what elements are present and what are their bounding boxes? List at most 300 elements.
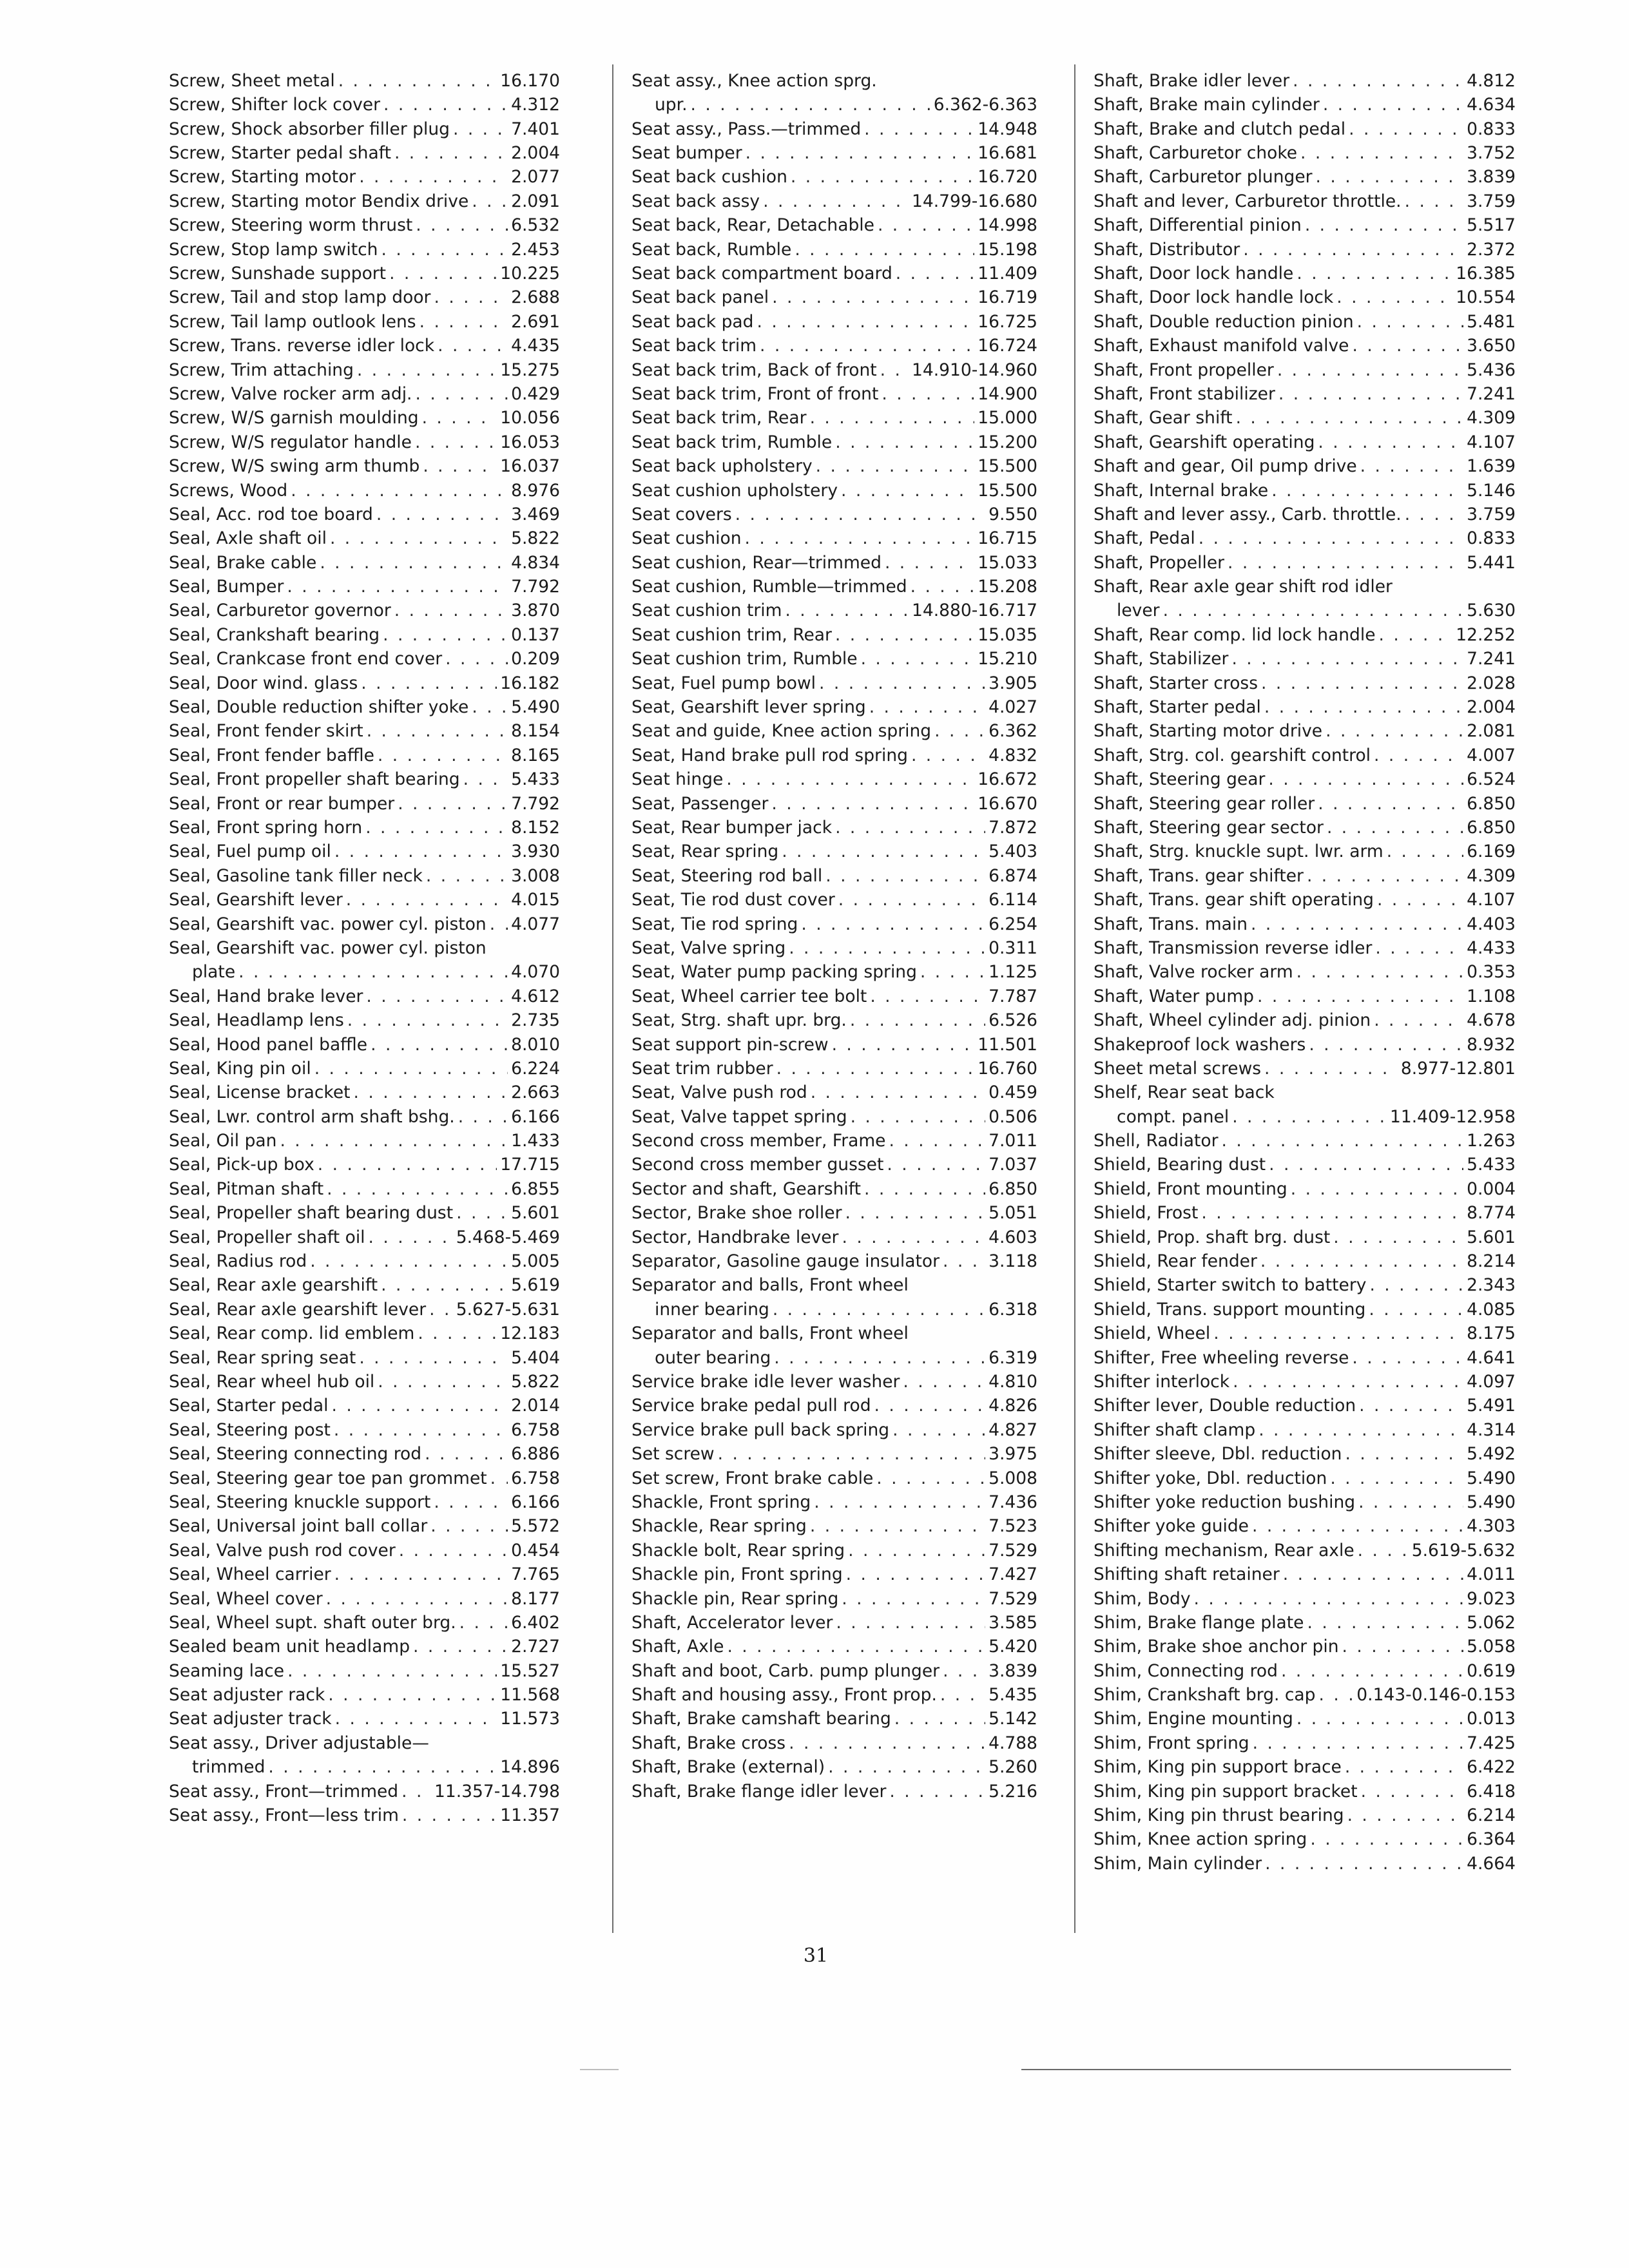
index-entry <box>1094 1030 1516 1053</box>
index-entry <box>631 1752 1037 1776</box>
dot-leader <box>828 1759 985 1776</box>
index-entry <box>631 355 1037 379</box>
dot-leader <box>1333 1229 1463 1247</box>
entry-name: inner bearing <box>655 1299 769 1320</box>
entry-part-number: 5.005 <box>511 1251 560 1272</box>
index-entry <box>1094 692 1516 716</box>
index-entry <box>1094 1174 1516 1198</box>
entry-name: Service brake idle lever washer <box>631 1371 900 1392</box>
entry-name: Shaft, Carburetor choke <box>1094 143 1298 164</box>
index-entry <box>169 1439 560 1463</box>
index-entry <box>169 1487 560 1511</box>
entry-part-number: 3.469 <box>511 504 560 524</box>
entry-part-number: 5.441 <box>1467 552 1516 573</box>
entry-part-number: 11.409-12.958 <box>1389 1106 1516 1127</box>
index-entry <box>631 210 1037 234</box>
entry-part-number: 8.010 <box>511 1034 560 1055</box>
entry-part-number: 2.372 <box>1467 239 1516 260</box>
index-entry <box>1094 523 1516 547</box>
index-entry <box>631 66 1037 90</box>
entry-name: Seal, Acc. rod toe board <box>169 504 373 524</box>
entry-name: Shield, Prop. shaft brg. dust <box>1094 1227 1331 1247</box>
entry-name: Seal, Gearshift vac. power cyl. piston <box>169 937 487 958</box>
entry-part-number: 14.896 <box>500 1757 560 1778</box>
index-entry <box>169 812 560 836</box>
dot-leader <box>1260 1253 1463 1271</box>
dot-leader <box>819 675 985 693</box>
index-entry <box>1094 355 1516 379</box>
entry-name: upr. <box>655 95 688 115</box>
entry-part-number: 10.056 <box>500 408 560 428</box>
entry-name: Seal, Crankcase front end cover <box>169 649 443 669</box>
index-entry <box>1094 476 1516 499</box>
index-entry <box>631 451 1037 475</box>
entry-part-number: 9.550 <box>988 504 1037 524</box>
dot-leader <box>1258 1422 1463 1439</box>
index-entry <box>169 1246 560 1270</box>
index-entry <box>631 1656 1037 1680</box>
entry-name: Seat assy., Driver adjustable— <box>169 1733 429 1753</box>
index-entry <box>1094 572 1516 595</box>
entry-name: Seal, Starter pedal <box>169 1396 329 1416</box>
entry-name: Shifter sleeve, Dbl. reduction <box>1094 1444 1342 1465</box>
index-entry <box>169 114 560 138</box>
entry-name: Screw, Starting motor <box>169 167 356 187</box>
index-entry <box>169 427 560 451</box>
dot-leader <box>791 169 974 186</box>
entry-part-number: 4.097 <box>1467 1371 1516 1392</box>
entry-part-number: 5.420 <box>988 1637 1037 1657</box>
dot-leader <box>835 434 974 452</box>
dot-leader <box>745 530 975 548</box>
entry-name: Seat assy., Front—less trim <box>169 1805 399 1826</box>
dot-leader <box>458 1109 508 1126</box>
index-entry <box>169 837 560 861</box>
dot-leader <box>889 1783 985 1801</box>
dot-leader <box>419 314 508 331</box>
entry-name: Screw, Tail lamp outlook lens <box>169 311 416 332</box>
dot-leader <box>453 121 508 139</box>
dot-leader <box>365 820 508 837</box>
dot-leader <box>310 1253 508 1271</box>
dot-leader <box>1405 506 1463 524</box>
dot-leader <box>810 1518 985 1535</box>
dot-leader <box>889 1133 985 1150</box>
dot-leader <box>335 1711 497 1728</box>
index-entry <box>169 1608 560 1631</box>
entry-part-number: 5.601 <box>1467 1227 1516 1247</box>
dot-leader <box>359 169 508 186</box>
entry-part-number: 6.526 <box>988 1010 1037 1031</box>
index-entry <box>631 307 1037 331</box>
entry-name: Shaft, Distributor <box>1094 239 1240 260</box>
dot-leader <box>842 1229 985 1247</box>
index-column-2 <box>631 66 1037 1800</box>
entry-part-number: 5.481 <box>1467 311 1516 332</box>
entry-name: Seal, Rear axle gearshift lever <box>169 1299 427 1320</box>
index-entry <box>631 764 1037 788</box>
dot-leader <box>1296 1711 1463 1728</box>
dot-leader <box>280 1133 508 1150</box>
entry-name: Seal, Double reduction shifter yoke <box>169 697 469 718</box>
dot-leader <box>1316 169 1464 186</box>
entry-part-number: 5.062 <box>1467 1612 1516 1633</box>
index-entry <box>169 1656 560 1680</box>
entry-name: Screw, Starting motor Bendix drive <box>169 191 469 211</box>
entry-name: Shaft, Water pump <box>1094 986 1254 1006</box>
dot-leader <box>1296 964 1463 981</box>
entry-part-number: 0.143-0.146-0.153 <box>1356 1685 1516 1706</box>
dot-leader <box>1236 410 1464 427</box>
entry-name: Shaft, Starting motor drive <box>1094 721 1323 742</box>
dot-leader <box>1305 217 1463 235</box>
index-entry <box>169 1704 560 1728</box>
dot-leader <box>861 651 975 668</box>
index-entry <box>169 1174 560 1198</box>
entry-part-number: 0.506 <box>988 1106 1037 1127</box>
entry-part-number: 5.627-5.631 <box>456 1299 560 1320</box>
entry-part-number: 6.319 <box>988 1347 1037 1368</box>
entry-part-number: 5.468-5.469 <box>456 1227 560 1247</box>
entry-name: Seal, Rear axle gearshift <box>169 1275 378 1296</box>
entry-part-number: 5.142 <box>988 1709 1037 1729</box>
index-entry <box>631 1318 1037 1342</box>
dot-leader <box>490 916 508 934</box>
index-entry <box>631 379 1037 403</box>
entry-part-number: 0.619 <box>1467 1660 1516 1681</box>
index-entry <box>631 668 1037 692</box>
dot-leader <box>1359 1398 1463 1415</box>
entry-part-number: 12.252 <box>1456 624 1516 645</box>
dot-leader <box>842 1591 985 1608</box>
entry-name: Seat back, Rear, Detachable <box>631 215 874 236</box>
entry-part-number: 5.601 <box>511 1203 560 1224</box>
dot-leader <box>943 1253 985 1271</box>
entry-name: Seat back pad <box>631 311 754 332</box>
index-entry <box>1094 1077 1516 1101</box>
dot-leader <box>718 1446 986 1463</box>
dot-leader <box>816 458 975 476</box>
dot-leader <box>490 1470 508 1488</box>
entry-name: Shaft, Brake and clutch pedal <box>1094 119 1346 139</box>
dot-leader <box>366 988 508 1006</box>
entry-name: Seal, Oil pan <box>169 1131 277 1151</box>
entry-name: Seal, King pin oil <box>169 1058 311 1079</box>
index-entry <box>1094 235 1516 258</box>
dot-leader <box>1358 1494 1463 1512</box>
index-entry <box>631 1246 1037 1270</box>
dot-leader <box>429 1302 453 1319</box>
entry-name: Seal, Wheel supt. shaft outer brg. <box>169 1612 456 1633</box>
entry-name: Screw, Starter pedal shaft <box>169 143 391 164</box>
entry-name: Shield, Starter switch to battery <box>1094 1275 1367 1296</box>
entry-name: Shifting mechanism, Rear axle <box>1094 1540 1354 1561</box>
dot-leader <box>1271 483 1463 500</box>
entry-part-number: 11.501 <box>978 1034 1037 1055</box>
index-entry <box>631 981 1037 1005</box>
index-entry <box>169 331 560 354</box>
dot-leader <box>376 506 508 524</box>
entry-part-number: 2.343 <box>1467 1275 1516 1296</box>
entry-part-number: 15.198 <box>978 239 1037 260</box>
index-entry <box>1094 716 1516 740</box>
entry-part-number: 4.027 <box>988 697 1037 718</box>
dot-leader <box>1347 1807 1464 1825</box>
entry-part-number: 11.573 <box>500 1709 560 1729</box>
index-entry <box>169 66 560 90</box>
index-entry <box>631 740 1037 764</box>
dot-leader <box>423 458 497 476</box>
index-entry <box>631 596 1037 620</box>
entry-name: Sheet metal screws <box>1094 1058 1262 1079</box>
dot-leader <box>434 1494 508 1512</box>
entry-part-number: 1.108 <box>1467 986 1516 1006</box>
entry-part-number: 17.715 <box>500 1155 560 1175</box>
entry-name: Shaft, Trans. gear shift operating <box>1094 890 1374 910</box>
entry-name: Shackle bolt, Rear spring <box>631 1540 845 1561</box>
entry-part-number: 5.822 <box>511 528 560 549</box>
index-entry <box>631 1198 1037 1222</box>
entry-name: Shaft, Axle <box>631 1637 724 1657</box>
entry-part-number: 16.672 <box>978 769 1037 790</box>
dot-leader <box>782 843 985 861</box>
entry-name: Shaft, Steering gear roller <box>1094 793 1315 814</box>
entry-part-number: 1.639 <box>1467 456 1516 477</box>
entry-part-number: 8.932 <box>1467 1034 1516 1055</box>
entry-name: Set screw <box>631 1444 715 1465</box>
entry-part-number: 5.490 <box>511 697 560 718</box>
entry-part-number: 5.490 <box>1467 1492 1516 1512</box>
entry-name: Seat, Valve tappet spring <box>631 1106 847 1127</box>
entry-name: Seal, Wheel carrier <box>169 1564 331 1585</box>
entry-part-number: 7.787 <box>988 986 1037 1006</box>
entry-part-number: 4.312 <box>511 95 560 115</box>
index-entry <box>1094 1752 1516 1776</box>
index-entry <box>169 1535 560 1559</box>
entry-name: Seat, Water pump packing spring <box>631 962 917 983</box>
dot-leader <box>1375 940 1463 957</box>
dot-leader <box>1163 602 1464 620</box>
dot-leader <box>887 1157 985 1174</box>
entry-name: Seat adjuster track <box>169 1709 332 1729</box>
entry-part-number: 4.433 <box>1467 937 1516 958</box>
entry-part-number: 6.318 <box>988 1299 1037 1320</box>
index-entry <box>631 258 1037 282</box>
dot-leader <box>415 434 497 452</box>
index-entry <box>169 235 560 258</box>
dot-leader <box>394 602 508 620</box>
entry-name: Shifter lever, Double reduction <box>1094 1396 1356 1416</box>
dot-leader <box>771 796 974 813</box>
index-entry <box>169 1126 560 1149</box>
entry-name: Shaft, Pedal <box>1094 528 1195 549</box>
index-entry <box>1094 1318 1516 1342</box>
index-entry <box>631 1390 1037 1414</box>
entry-part-number: 16.670 <box>978 793 1037 814</box>
entry-part-number: 7.529 <box>988 1540 1037 1561</box>
dot-leader <box>320 555 508 572</box>
entry-part-number: 0.004 <box>1467 1178 1516 1199</box>
entry-part-number: 16.760 <box>978 1058 1037 1079</box>
entry-name: Shifter yoke guide <box>1094 1516 1249 1537</box>
index-entry <box>1094 1535 1516 1559</box>
dot-leader <box>874 1398 986 1415</box>
dot-leader <box>1221 1133 1463 1150</box>
entry-name: Shim, King pin support brace <box>1094 1757 1342 1778</box>
entry-part-number: 4.403 <box>1467 914 1516 934</box>
entry-name: Seal, Propeller shaft bearing dust <box>169 1203 454 1224</box>
entry-name: Seal, Carburetor governor <box>169 601 391 621</box>
dot-leader <box>1194 1591 1464 1608</box>
entry-part-number: 4.085 <box>1467 1299 1516 1320</box>
entry-name: Seal, Front fender skirt <box>169 721 363 742</box>
entry-name: Seal, Hood panel baffle <box>169 1034 368 1055</box>
index-entry <box>631 1728 1037 1752</box>
index-entry <box>631 572 1037 595</box>
entry-part-number: 10.225 <box>500 264 560 284</box>
index-entry <box>1094 258 1516 282</box>
entry-name: Shim, Knee action spring <box>1094 1829 1307 1850</box>
entry-name: Second cross member, Frame <box>631 1131 886 1151</box>
entry-name: Shaft, Starter pedal <box>1094 697 1261 718</box>
dot-leader <box>422 410 497 427</box>
entry-name: Shaft, Stabilizer <box>1094 649 1229 669</box>
entry-part-number: 14.799-16.680 <box>911 191 1037 211</box>
dot-leader <box>1268 771 1463 789</box>
entry-name: Shaft, Rear comp. lid lock handle <box>1094 624 1376 645</box>
index-entry <box>631 1776 1037 1800</box>
index-entry <box>1094 1511 1516 1535</box>
dot-leader <box>338 73 497 90</box>
entry-name: Sector and shaft, Gearshift <box>631 1178 862 1199</box>
index-entry <box>631 1077 1037 1101</box>
entry-name: Seat back trim, Back of front <box>631 360 877 380</box>
dot-leader <box>1232 1109 1387 1126</box>
entry-name: Seaming lace <box>169 1660 285 1681</box>
dot-leader <box>892 1422 985 1439</box>
dot-leader <box>727 1639 985 1656</box>
index-entry <box>1094 1631 1516 1655</box>
index-entry <box>169 1343 560 1367</box>
entry-name: Separator and balls, Front wheel <box>631 1323 909 1344</box>
entry-part-number: 7.523 <box>988 1516 1037 1537</box>
entry-part-number: 5.619 <box>511 1275 560 1296</box>
index-entry <box>631 403 1037 427</box>
entry-part-number: 6.855 <box>511 1178 560 1199</box>
index-entry <box>631 1631 1037 1655</box>
entry-name: Screw, Valve rocker arm adj. <box>169 383 412 404</box>
index-entry <box>169 1318 560 1342</box>
dot-leader <box>1374 1012 1463 1030</box>
index-entry <box>169 957 560 981</box>
dot-leader <box>1361 1783 1464 1801</box>
dot-leader <box>1309 1037 1463 1054</box>
index-entry <box>169 596 560 620</box>
entry-name: Seal, Steering gear toe pan grommet <box>169 1468 487 1488</box>
index-entry <box>169 933 560 957</box>
entry-part-number: 15.033 <box>978 552 1037 573</box>
entry-name: Screw, W/S swing arm thumb <box>169 456 420 477</box>
index-entry <box>631 620 1037 644</box>
dot-leader <box>776 1061 975 1078</box>
index-entry <box>1094 403 1516 427</box>
entry-name: Seal, Lwr. control arm shaft bshg. <box>169 1106 455 1127</box>
entry-name: Shaft, Gear shift <box>1094 408 1233 428</box>
dot-leader <box>347 1012 508 1030</box>
entry-name: Seat cushion trim <box>631 601 782 621</box>
entry-name: Shaft, Transmission reverse idler <box>1094 937 1373 958</box>
entry-name: Shaft, Brake cross <box>631 1733 786 1753</box>
index-entry <box>1094 427 1516 451</box>
index-entry <box>169 1800 560 1824</box>
dot-leader <box>1369 1277 1463 1294</box>
dot-leader <box>851 1109 986 1126</box>
entry-part-number: 7.011 <box>988 1131 1037 1151</box>
dot-leader <box>1307 1615 1463 1632</box>
entry-name: Seat back, Rumble <box>631 239 792 260</box>
index-entry <box>1094 1559 1516 1583</box>
entry-name: Second cross member gusset <box>631 1155 884 1175</box>
entry-part-number: 6.422 <box>1467 1757 1516 1778</box>
index-entry <box>631 933 1037 957</box>
entry-part-number: 6.402 <box>511 1612 560 1633</box>
index-entry <box>169 1631 560 1655</box>
index-entry <box>631 1559 1037 1583</box>
dot-leader <box>903 1374 985 1391</box>
dot-leader <box>371 1037 508 1054</box>
entry-name: Service brake pull back spring <box>631 1419 890 1440</box>
index-entry <box>1094 283 1516 307</box>
entry-name: lever <box>1117 601 1160 621</box>
index-entry <box>169 861 560 885</box>
entry-part-number: 5.433 <box>511 769 560 790</box>
dot-leader <box>841 483 974 500</box>
index-entry <box>1094 1102 1516 1126</box>
dot-leader <box>328 1687 497 1704</box>
entry-name: Shackle pin, Front spring <box>631 1564 843 1585</box>
entry-part-number: 4.011 <box>1467 1564 1516 1585</box>
index-entry <box>1094 668 1516 692</box>
index-entry <box>1094 1463 1516 1487</box>
index-entry <box>169 668 560 692</box>
index-entry <box>631 1053 1037 1077</box>
entry-name: Screw, Sunshade support <box>169 264 387 284</box>
index-entry <box>631 1608 1037 1631</box>
entry-part-number: 0.833 <box>1467 528 1516 549</box>
dot-leader <box>456 1205 508 1222</box>
entry-part-number: 5.492 <box>1467 1444 1516 1465</box>
dot-leader <box>425 1446 508 1463</box>
entry-name: Seal, Gearshift lever <box>169 890 343 910</box>
dot-leader <box>1318 796 1463 813</box>
entry-part-number: 7.241 <box>1467 649 1516 669</box>
dot-leader <box>1336 289 1452 307</box>
index-entry <box>1094 162 1516 186</box>
entry-part-number: 7.529 <box>988 1588 1037 1609</box>
dot-leader <box>1296 265 1452 283</box>
index-entry <box>1094 331 1516 354</box>
entry-part-number: 11.568 <box>500 1685 560 1706</box>
dot-leader <box>896 265 974 283</box>
dot-leader <box>880 362 909 380</box>
entry-part-number: 6.758 <box>511 1419 560 1440</box>
index-entry <box>631 644 1037 668</box>
entry-part-number: 3.759 <box>1467 191 1516 211</box>
dot-leader <box>334 1422 508 1439</box>
entry-part-number: 14.910-14.960 <box>911 360 1037 380</box>
entry-name: Seal, Gearshift vac. power cyl. piston <box>169 914 487 934</box>
entry-part-number: 15.210 <box>978 649 1037 669</box>
